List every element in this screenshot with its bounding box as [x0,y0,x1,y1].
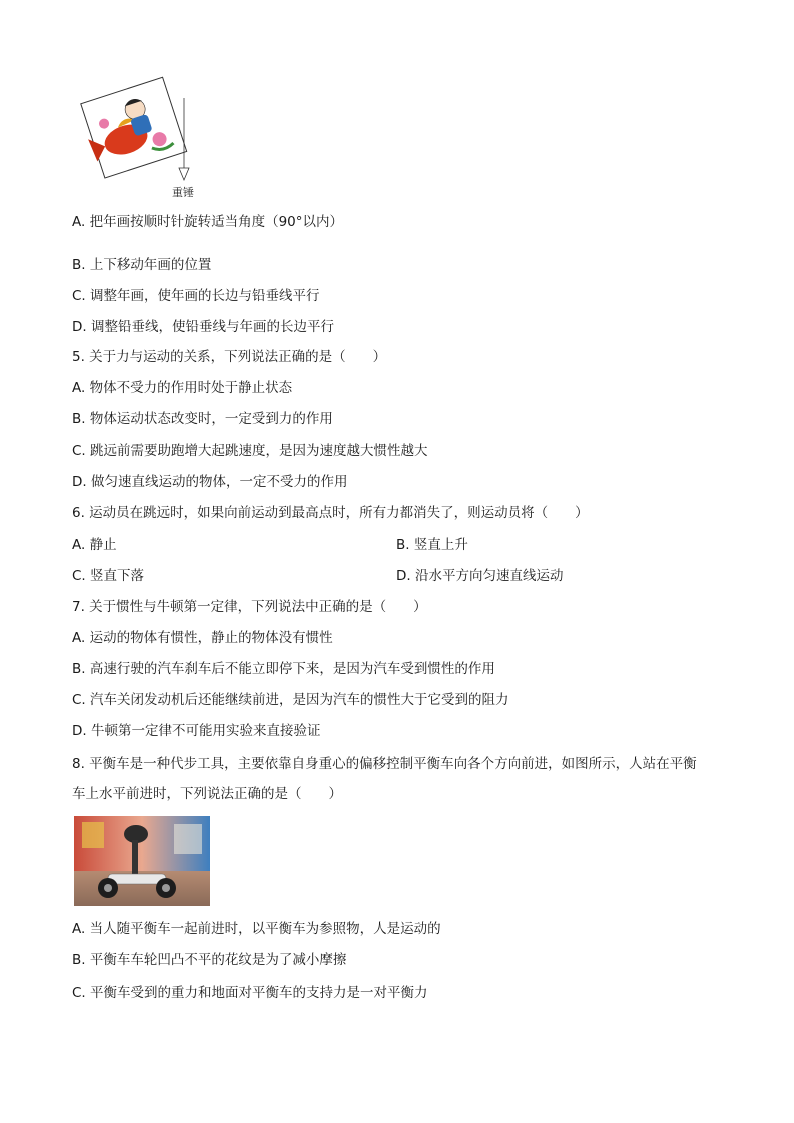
balance-scooter-photo [74,816,210,906]
q6-option-b: B. 竖直上升 [396,537,468,553]
q5-option-a: A. 物体不受力的作用时处于静止状态 [72,380,293,396]
q8-stem-line2: 车上水平前进时，下列说法正确的是（ ） [72,786,342,802]
q4-option-a: A. 把年画按顺时针旋转适当角度（90°以内） [72,214,344,230]
q8-option-a: A. 当人随平衡车一起前进时，以平衡车为参照物，人是运动的 [72,921,441,937]
q6-option-d: D. 沿水平方向匀速直线运动 [396,568,564,584]
q8-option-b: B. 平衡车车轮凹凸不平的花纹是为了减小摩擦 [72,952,347,968]
q4-option-d: D. 调整铅垂线，使铅垂线与年画的长边平行 [72,319,334,335]
q6-stem: 6. 运动员在跳远时，如果向前运动到最高点时，所有力都消失了，则运动员将（ ） [72,505,589,521]
q5-option-b: B. 物体运动状态改变时，一定受到力的作用 [72,411,333,427]
q7-option-c: C. 汽车关闭发动机后还能继续前进，是因为汽车的惯性大于它受到的阻力 [72,692,509,708]
q4-option-c: C. 调整年画，使年画的长边与铅垂线平行 [72,288,320,304]
q5-option-d: D. 做匀速直线运动的物体，一定不受力的作用 [72,474,348,490]
q7-option-a: A. 运动的物体有惯性，静止的物体没有惯性 [72,630,333,646]
q6-option-c: C. 竖直下落 [72,568,145,584]
new-year-painting-figure [74,76,204,188]
q4-option-b: B. 上下移动年画的位置 [72,257,212,273]
q8-option-c: C. 平衡车受到的重力和地面对平衡车的支持力是一对平衡力 [72,985,428,1001]
q7-option-d: D. 牛顿第一定律不可能用实验来直接验证 [72,723,321,739]
plumb-weight-caption: 重锤 [172,186,194,199]
q5-option-c: C. 跳远前需要助跑增大起跳速度，是因为速度越大惯性越大 [72,443,428,459]
q5-stem: 5. 关于力与运动的关系，下列说法正确的是（ ） [72,349,387,365]
q7-stem: 7. 关于惯性与牛顿第一定律，下列说法中正确的是（ ） [72,599,427,615]
q6-option-a: A. 静止 [72,537,117,553]
q7-option-b: B. 高速行驶的汽车刹车后不能立即停下来，是因为汽车受到惯性的作用 [72,661,495,677]
q8-stem-line1: 8. 平衡车是一种代步工具，主要依靠自身重心的偏移控制平衡车向各个方向前进，如图所示，人站在平衡 [72,756,697,772]
